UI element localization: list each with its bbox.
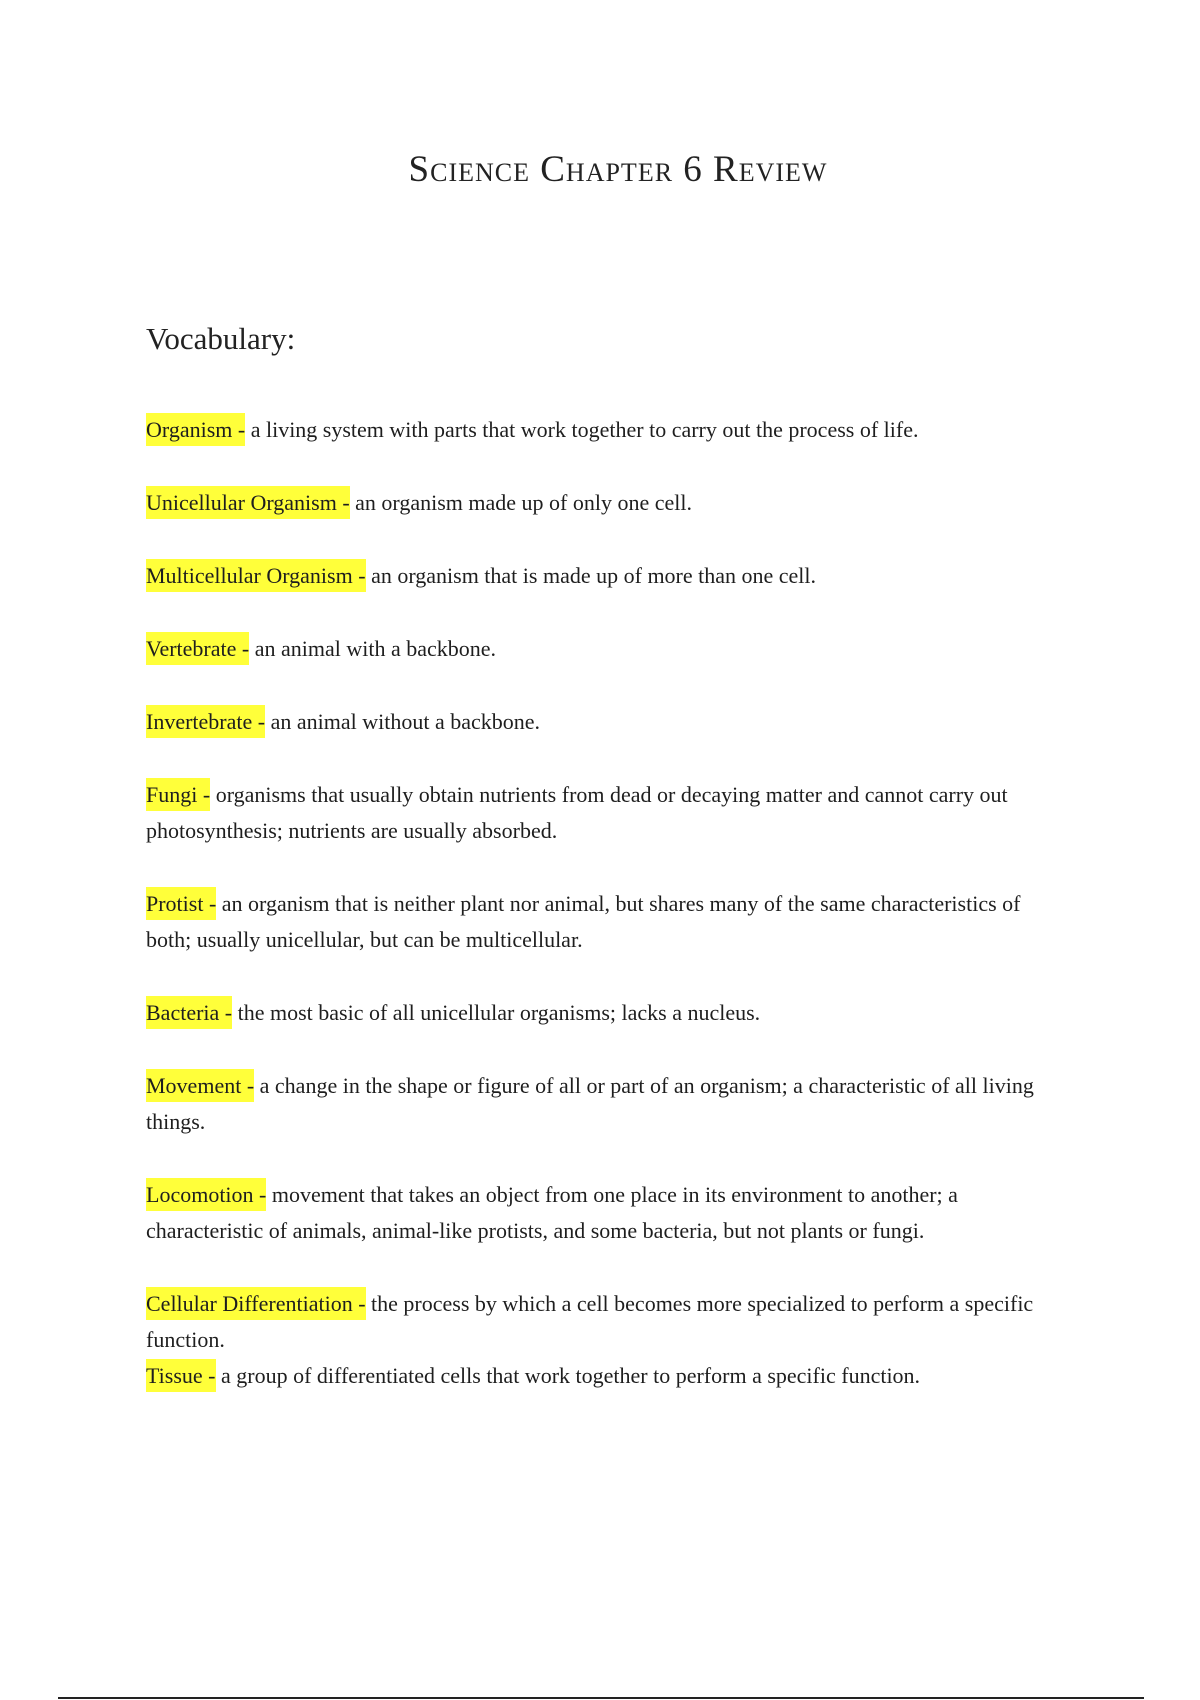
vocab-term: Tissue - xyxy=(146,1359,216,1392)
vocab-term: Unicellular Organism - xyxy=(146,486,350,519)
vocab-entry-locomotion xyxy=(146,1177,1066,1249)
vocab-entry-protist xyxy=(146,886,1066,958)
vocab-term: Bacteria - xyxy=(146,996,232,1029)
vocab-term: Locomotion - xyxy=(146,1178,266,1211)
vocab-entry-cellular-differentiation xyxy=(146,1286,1066,1358)
section-heading-vocabulary: Vocabulary: xyxy=(146,321,296,356)
vocab-definition: the process by which a cell becomes more specialized to perform a specific function. xyxy=(146,1291,1034,1352)
vocab-term: Protist - xyxy=(146,887,216,920)
vocab-entry-vertebrate xyxy=(146,631,1066,667)
vocab-entry-unicellular-organism xyxy=(146,485,1066,521)
vocab-entry-tissue xyxy=(146,1358,1066,1394)
vocab-entry-fungi xyxy=(146,777,1066,849)
vocab-entry-bacteria xyxy=(146,995,1066,1031)
vocab-term: Movement - xyxy=(146,1069,254,1102)
vocab-entry-organism xyxy=(146,412,1066,448)
footer-rule xyxy=(58,1697,1144,1699)
vocab-definition: a living system with parts that work together to carry out the process of life. xyxy=(250,417,919,442)
vocab-definition: an organism that is made up of more than one cell. xyxy=(371,563,817,588)
vocab-definition: the most basic of all unicellular organisms; lacks a nucleus. xyxy=(237,1000,761,1025)
vocab-term: Multicellular Organism - xyxy=(146,559,366,592)
vocab-definition: organisms that usually obtain nutrients from dead or decaying matter and cannot carry out photosynthesis; nutrients are usually absorbed. xyxy=(146,782,1008,843)
vocab-term: Vertebrate - xyxy=(146,632,249,665)
vocab-term: Invertebrate - xyxy=(146,705,265,738)
vocab-entry-movement xyxy=(146,1068,1066,1140)
vocab-term: Cellular Differentiation - xyxy=(146,1287,366,1320)
document-title: Science Chapter 6 Review xyxy=(408,149,828,190)
vocab-definition: a group of differentiated cells that work together to perform a specific function. xyxy=(221,1363,921,1388)
vocabulary-list xyxy=(146,412,1066,1431)
vocab-entry-invertebrate xyxy=(146,704,1066,740)
vocab-definition: an animal without a backbone. xyxy=(270,709,541,734)
vocab-definition: an organism that is neither plant nor animal, but shares many of the same characteristics of both; usually unicellular, but can be multicellular. xyxy=(146,891,1021,952)
vocab-definition: a change in the shape or figure of all or part of an organism; a characteristic of all living things. xyxy=(146,1073,1034,1134)
vocab-term: Fungi - xyxy=(146,778,210,811)
vocab-entry-multicellular-organism xyxy=(146,558,1066,594)
vocab-definition: an animal with a backbone. xyxy=(254,636,497,661)
vocab-definition: an organism made up of only one cell. xyxy=(355,490,692,515)
vocab-term: Organism - xyxy=(146,413,245,446)
vocab-definition: movement that takes an object from one place in its environment to another; a characteristic of animals, animal-like protists, and some bacteria, but not plants or fungi. xyxy=(146,1182,958,1243)
